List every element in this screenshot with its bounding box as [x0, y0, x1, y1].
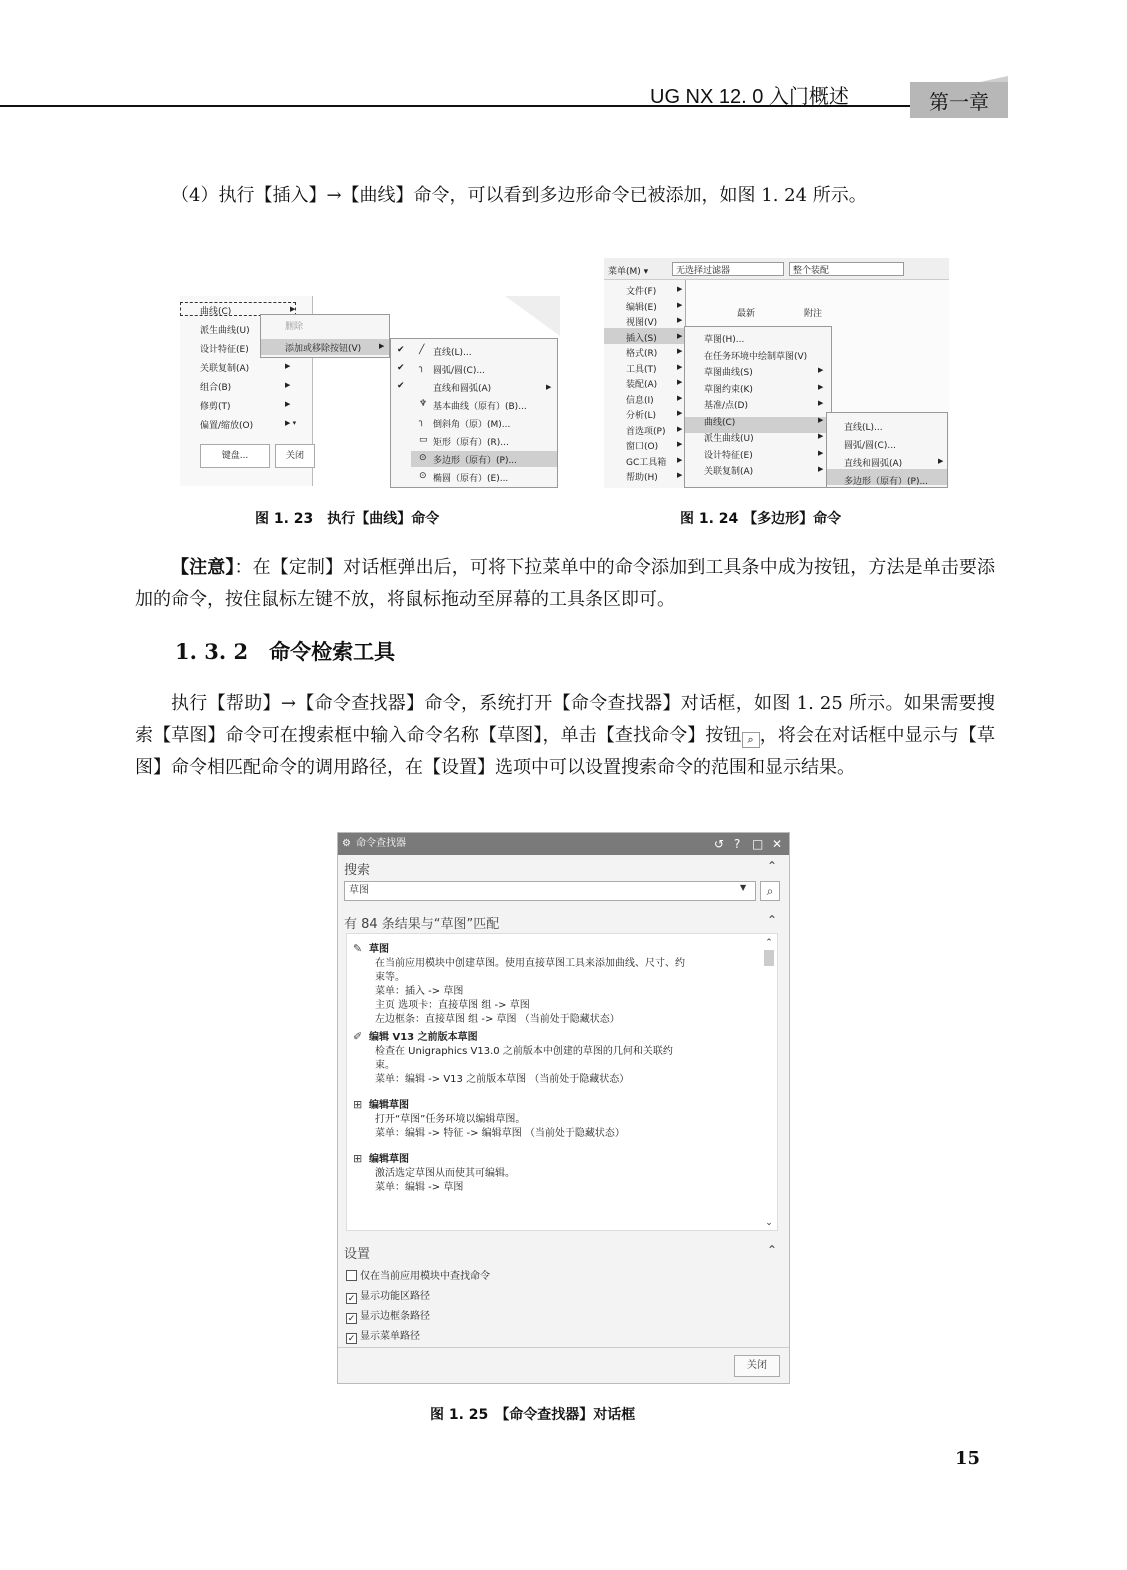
option-ribbon-path[interactable]: ✓ 显示功能区路径: [347, 1291, 430, 1304]
menu-item[interactable]: 直线和圆弧(A): [433, 384, 492, 394]
sketch-icon: ✎: [353, 942, 363, 955]
chevron-right-icon: ▶: [290, 305, 296, 313]
page-number: 15: [955, 1448, 981, 1469]
menu-item[interactable]: 圆弧/圆(C)...: [433, 366, 485, 376]
menu-item[interactable]: 视图(V): [626, 318, 658, 328]
chevron-right-icon: ▶: [818, 415, 824, 424]
menu-item[interactable]: 关联复制(A): [200, 364, 250, 374]
menu-item[interactable]: 偏置/缩放(O): [200, 421, 254, 431]
menu-item[interactable]: 圆弧/圆(C)...: [844, 441, 896, 451]
figure-1-23: [180, 296, 560, 488]
chevron-right-icon: ▶: [818, 366, 824, 374]
arc-icon: ╮: [419, 363, 425, 373]
chevron-right-icon: ▶: [677, 316, 683, 324]
rectangle-icon: ▭: [419, 435, 428, 445]
running-title: UG NX 12. 0 入门概述: [650, 86, 849, 108]
menu-item[interactable]: 关联复制(A): [704, 467, 754, 477]
paragraph-2: [135, 688, 995, 784]
maximize-icon[interactable]: □: [752, 837, 764, 851]
list-item[interactable]: ✎ 草图 在当前应用模块中创建草图。使用直接草图工具来添加曲线、尺寸、约 束等。 菜单：插入 -> 草图 主页 选项卡：直接草图 组 -> 草图 左边框条：直接草图 组 -> 草图 （当前处于隐藏状态）: [353, 942, 685, 1025]
help-icon[interactable]: ?: [734, 837, 741, 851]
menu-item[interactable]: 基本曲线（原有）(B)...: [433, 402, 527, 412]
close-button[interactable]: 关闭: [734, 1355, 780, 1377]
chevron-right-icon: ▶: [677, 393, 683, 402]
menu-item[interactable]: 文件(F): [626, 287, 657, 297]
chapter-tab: 第一章: [910, 82, 1008, 118]
chevron-right-icon: ▶: [379, 342, 385, 350]
chevron-right-icon: ▶: [677, 331, 683, 340]
paragraph-2-text: 执行【帮助】→【命令查找器】命令，系统打开【命令查找器】对话框，如图 1. 25 所示。如果需要搜索【草图】命令可在搜索框中输入命令名称【草图】，单击【查找命令】按钮: [135, 693, 995, 746]
menu-item[interactable]: 编辑(E): [626, 302, 657, 313]
chevron-right-icon: ▶: [285, 400, 291, 408]
menu-item[interactable]: 设计特征(E): [704, 450, 753, 461]
chevron-right-icon: ▶: [818, 382, 824, 391]
chevron-right-icon: ▶ ▾: [285, 419, 297, 427]
menu-item[interactable]: 多边形（原有）(P)...: [844, 477, 929, 487]
menu-item[interactable]: 草图约束(K): [704, 384, 753, 395]
keyboard-button[interactable]: 键盘...: [200, 444, 270, 468]
figure-1-24: [604, 258, 949, 488]
chevron-right-icon: ▶: [818, 465, 824, 473]
check-icon: ✔: [397, 381, 405, 391]
column-header: 附注: [804, 309, 823, 319]
menu-item[interactable]: 直线和圆弧(A): [844, 459, 903, 469]
chevron-right-icon: ▶: [677, 362, 683, 371]
paragraph-1: （4）执行【插入】→【曲线】命令，可以看到多边形命令已被添加，如图 1. 24 所示。: [171, 185, 867, 206]
checkbox-checked[interactable]: ✓: [347, 1294, 356, 1304]
option-border-bar-path[interactable]: ✓ 显示边框条路径: [347, 1311, 430, 1324]
menu-item[interactable]: 矩形（原有）(R)...: [433, 438, 509, 448]
option-menu-path[interactable]: ✓ 显示菜单路径: [347, 1331, 420, 1344]
chevron-right-icon: ▶: [677, 378, 683, 386]
command-finder-dialog: [337, 832, 790, 1384]
chevron-right-icon: ▶: [285, 362, 291, 370]
chevron-right-icon: ▶: [677, 455, 683, 464]
results-section-label: 有 84 条结果与“草图”匹配: [344, 917, 500, 932]
dialog-title: 命令查找器: [338, 833, 789, 855]
menu-item[interactable]: 装配(A): [626, 380, 658, 390]
menu-item[interactable]: 草图曲线(S): [704, 368, 753, 378]
menu-level-3: [390, 338, 558, 488]
menu-item[interactable]: 添加或移除按钮(V): [285, 344, 362, 354]
check-icon: ✔: [397, 363, 405, 373]
checkbox-checked[interactable]: ✓: [347, 1314, 356, 1324]
section-heading: 1. 3. 2 命令检索工具: [175, 639, 396, 664]
menu-item[interactable]: 组合(B): [200, 383, 232, 393]
scrollbar[interactable]: ⌃ ⌄: [765, 938, 773, 1228]
search-input[interactable]: 草图: [344, 881, 756, 901]
menu-item[interactable]: 在任务环境中绘制草图(V): [704, 351, 808, 362]
menu-item[interactable]: 格式(R): [626, 349, 658, 359]
checkbox[interactable]: [346, 1270, 357, 1281]
chevron-right-icon: ▶: [818, 448, 824, 457]
menu-item[interactable]: 基准/点(D): [704, 401, 748, 411]
menu-item[interactable]: 信息(I): [626, 395, 654, 406]
gear-icon: ⚙: [342, 838, 351, 849]
menu-level-2: [260, 314, 390, 358]
basic-curve-icon: ♆: [419, 399, 428, 409]
menu-item[interactable]: 直线(L)...: [433, 348, 472, 358]
chevron-up-icon[interactable]: ⌃: [766, 1243, 777, 1257]
search-icon[interactable]: ⌕: [760, 881, 780, 901]
menu-item[interactable]: 工具(T): [626, 364, 657, 375]
find-command-icon: ⌕: [742, 732, 760, 748]
chevron-right-icon: ▶: [677, 440, 683, 448]
chevron-right-icon: ▶: [677, 409, 683, 417]
chevron-right-icon: ▶: [546, 383, 552, 391]
option-current-module[interactable]: 仅在当前应用模块中查找命令: [346, 1267, 490, 1282]
chevron-right-icon: ▶: [677, 424, 683, 433]
chevron-right-icon: ▶: [677, 471, 683, 479]
polygon-icon: ⊙: [419, 453, 427, 463]
check-icon: ✔: [397, 345, 405, 355]
menu-item[interactable]: 曲线(C): [704, 417, 736, 428]
menu-item[interactable]: 草图(H)...: [704, 335, 745, 345]
chevron-up-icon[interactable]: ⌃: [766, 859, 777, 873]
edit-sketch-icon: ⊞: [353, 1152, 363, 1165]
close-button[interactable]: 关闭: [275, 444, 315, 468]
chevron-right-icon: ▶: [938, 457, 944, 465]
search-section-label: 搜索: [344, 863, 371, 878]
figure-caption: 图 1. 23 执行【曲线】命令: [255, 511, 440, 527]
chevron-up-icon[interactable]: ⌃: [766, 913, 777, 927]
menu-item[interactable]: 椭圆（原有）(E)...: [433, 474, 509, 484]
note-paragraph: [135, 552, 995, 616]
figure-caption: 图 1. 25 【命令查找器】对话框: [430, 1407, 636, 1423]
assembly-select[interactable]: 整个装配: [789, 262, 904, 276]
chevron-right-icon: ▶: [677, 347, 683, 355]
edit-v13-sketch-icon: ✐: [353, 1030, 363, 1043]
menu-item[interactable]: 插入(S): [626, 333, 657, 344]
menu-item[interactable]: 窗口(O): [626, 442, 659, 452]
menu-item[interactable]: 修剪(T): [200, 402, 231, 412]
menu-item[interactable]: 曲线(C): [200, 307, 232, 317]
note-text: 【注意】：在【定制】对话框弹出后，可将下拉菜单中的命令添加到工具条中成为按钮，方法是单击要添加的命令，按住鼠标左键不放，将鼠标拖动至屏幕的工具条区即可。: [135, 557, 996, 610]
menu-item[interactable]: 派生曲线(U): [704, 434, 754, 444]
menu-item[interactable]: 倒斜角（原）(M)...: [433, 420, 511, 430]
close-icon[interactable]: ✕: [772, 837, 783, 851]
menu-item[interactable]: 设计特征(E): [200, 345, 249, 355]
menu-button[interactable]: 菜单(M) ▾: [608, 267, 649, 277]
list-item[interactable]: ⊞ 编辑草图 激活选定草图从而使其可编辑。 菜单：编辑 -> 草图: [353, 1152, 515, 1193]
menu-item-disabled: 删除: [285, 322, 304, 332]
results-list: [346, 933, 778, 1231]
column-header: 最新: [737, 309, 756, 319]
menu-item[interactable]: 分析(L): [626, 411, 657, 421]
menu-item[interactable]: GC工具箱: [626, 457, 667, 468]
filter-select[interactable]: 无选择过滤器: [672, 262, 784, 276]
list-item[interactable]: ⊞ 编辑草图 打开“草图”任务环境以编辑草图。 菜单：编辑 -> 特征 -> 编辑草图 （当前处于隐藏状态）: [353, 1098, 625, 1139]
menu-item[interactable]: 派生曲线(U): [200, 326, 250, 336]
chevron-right-icon: ▶: [677, 285, 683, 293]
chevron-right-icon: ▶: [818, 399, 824, 407]
menu-item[interactable]: 多边形（原有）(P)...: [433, 456, 518, 466]
menu-item[interactable]: 帮助(H): [626, 473, 658, 483]
figure-caption: 图 1. 24 【多边形】命令: [680, 511, 842, 527]
menu-item[interactable]: 首选项(P): [626, 426, 666, 437]
chamfer-icon: ╮: [419, 417, 425, 427]
chevron-right-icon: ▶: [677, 300, 683, 309]
note-label: 【注意】: [171, 557, 235, 578]
reset-icon[interactable]: ↺: [714, 837, 725, 851]
settings-section-label: 设置: [344, 1247, 371, 1262]
menu-item[interactable]: 直线(L)...: [844, 423, 883, 433]
checkbox-checked[interactable]: ✓: [347, 1334, 356, 1344]
chevron-down-icon[interactable]: ▼: [740, 883, 747, 892]
paragraph-2-text: ，将会在对话框中显示与【草图】命令相匹配命令的调用路径，在【设置】选项中可以设置搜索命令的范围和显示结果。: [135, 725, 996, 778]
line-icon: ╱: [419, 345, 425, 355]
chevron-right-icon: ▶: [285, 381, 291, 389]
ellipse-icon: ⊙: [419, 471, 427, 481]
edit-sketch-icon: ⊞: [353, 1098, 363, 1111]
chevron-right-icon: ▶: [818, 432, 824, 440]
list-item[interactable]: ✐ 编辑 V13 之前版本草图 检查在 Unigraphics V13.0 之前版本中创建的草图的几何和关联约 束。 菜单：编辑 -> V13 之前版本草图 （当前处于隐藏状态）: [353, 1030, 673, 1085]
